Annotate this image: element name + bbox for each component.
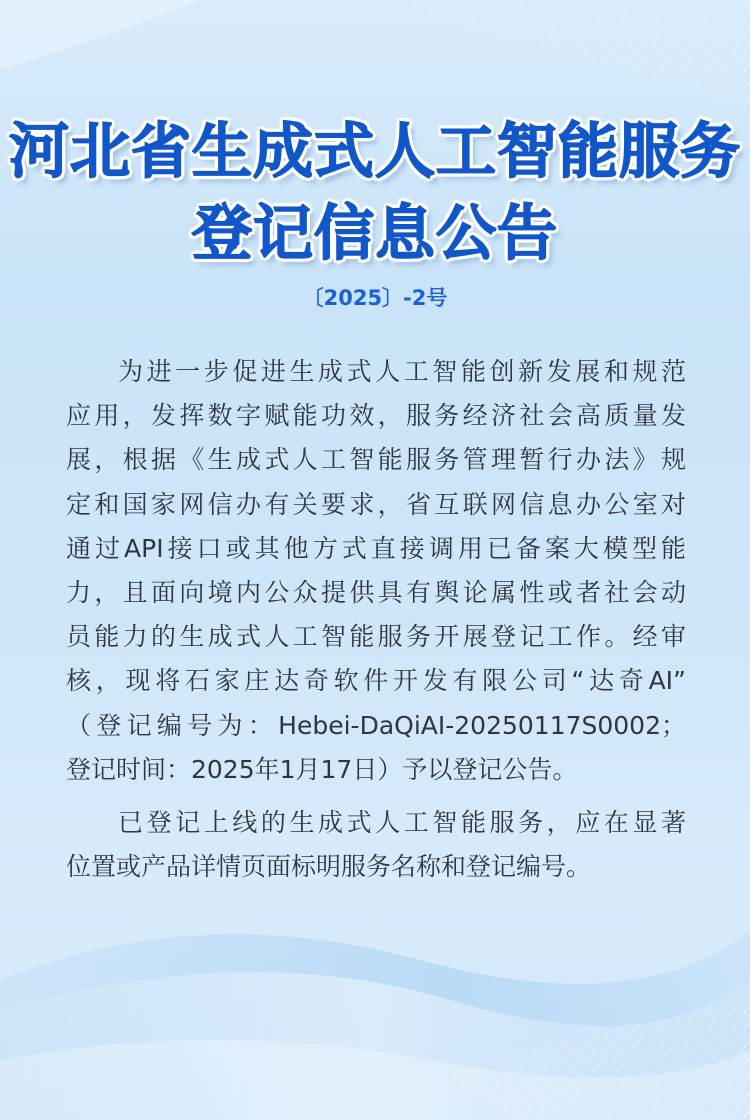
- text-line: 通过API接口或其他方式直接调用已备案大模型能: [66, 533, 686, 563]
- text-line: 应用，发挥数字赋能功效，服务经济社会高质量发: [66, 401, 686, 431]
- text-line: 已登记上线的生成式人工智能服务，应在显著: [118, 808, 686, 838]
- text-line: 登记时间：2025年1月17日）予以登记公告。: [66, 754, 578, 784]
- page-title-line-1: 河北省生成式人工智能服务: [9, 117, 741, 187]
- text-line: （登记编号为：Hebei-DaQiAI-20250117S0002；: [66, 710, 686, 740]
- announcement-body: [66, 350, 686, 889]
- page-title-line-2: 登记信息公告: [192, 199, 558, 269]
- text-line: 员能力的生成式人工智能服务开展登记工作。经审: [66, 622, 686, 652]
- text-line: 展，根据《生成式人工智能服务管理暂行办法》规: [66, 445, 686, 475]
- text-line: 位置或产品详情页面标明服务名称和登记编号。: [66, 852, 592, 882]
- text-line: 为进一步促进生成式人工智能创新发展和规范: [118, 357, 686, 386]
- document-number: 〔2025〕-2号: [302, 286, 448, 310]
- text-line: 核，现将石家庄达奇软件开发有限公司“达奇AI”: [66, 666, 686, 696]
- text-line: 定和国家网信办有关要求，省互联网信息办公室对: [66, 489, 686, 519]
- paragraph-requirement: [66, 801, 686, 889]
- text-line: 力，且面向境内公众提供具有舆论属性或者社会动: [66, 578, 686, 608]
- paragraph-registration: [66, 350, 686, 792]
